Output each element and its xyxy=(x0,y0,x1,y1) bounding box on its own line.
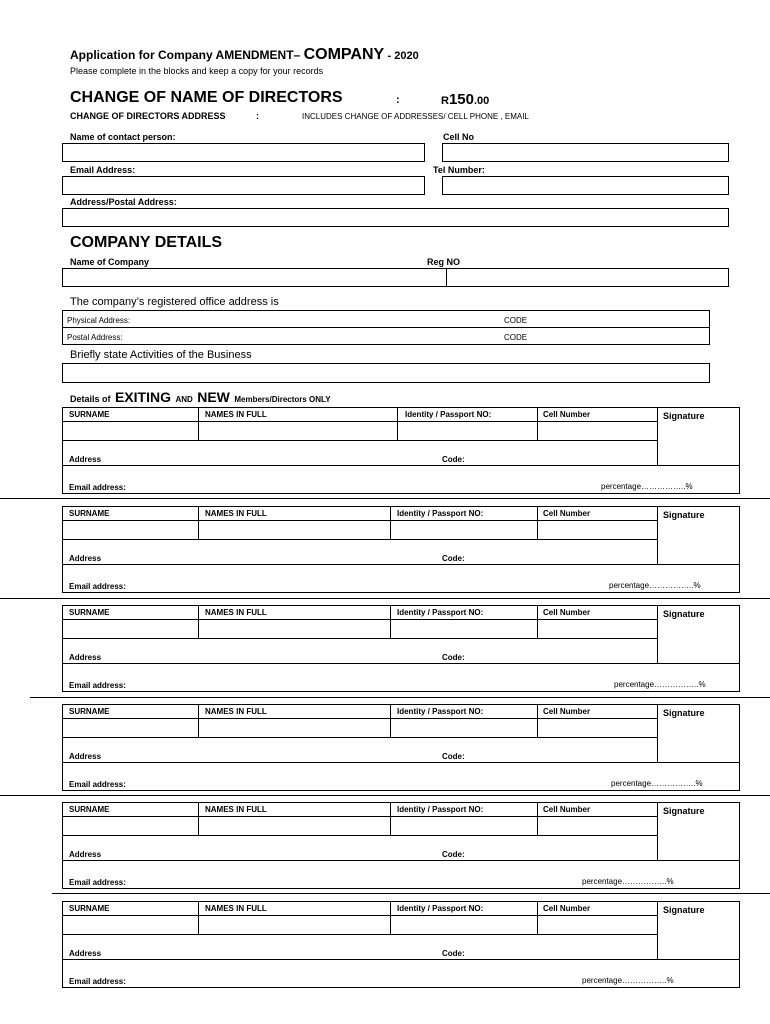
id-label: Identity / Passport NO: xyxy=(397,608,484,617)
member-block xyxy=(0,605,770,695)
members-heading-and: AND xyxy=(175,395,193,404)
email-label: Email Address: xyxy=(70,165,136,175)
company-name-field[interactable] xyxy=(62,268,447,287)
contact-name-label: Name of contact person: xyxy=(70,132,176,142)
reg-no-field[interactable] xyxy=(446,268,729,287)
percentage-label: percentage……………..% xyxy=(609,581,701,590)
address-label: Address xyxy=(69,850,102,859)
names-label: NAMES IN FULL xyxy=(205,410,267,419)
signature-label: Signature xyxy=(663,905,705,915)
address-label: Address xyxy=(69,752,102,761)
block-separator xyxy=(0,498,770,499)
members-heading-existing: EXITING xyxy=(114,389,171,405)
postal-address-label: Postal Address: xyxy=(67,333,123,342)
email-field[interactable] xyxy=(62,176,425,195)
code-label: Code: xyxy=(442,455,465,464)
physical-address-label: Physical Address: xyxy=(67,316,131,325)
code-label: Code: xyxy=(442,949,465,958)
members-heading-details: Details of xyxy=(70,394,111,404)
code-label: Code: xyxy=(442,752,465,761)
member-block xyxy=(0,506,770,596)
block-separator xyxy=(30,697,770,698)
title-company: COMPANY xyxy=(303,46,385,63)
address-label: Address xyxy=(69,554,102,563)
reg-no-label: Reg NO xyxy=(427,257,461,267)
id-label: Identity / Passport NO: xyxy=(405,410,492,419)
price-amount: 150 xyxy=(448,91,474,108)
member-block xyxy=(0,407,770,497)
office-address-text: The company’s registered office address is xyxy=(70,296,279,308)
names-label: NAMES IN FULL xyxy=(205,608,267,617)
percentage-label: percentage……………..% xyxy=(611,779,703,788)
code-label: Code: xyxy=(442,554,465,563)
names-label: NAMES IN FULL xyxy=(205,707,267,716)
signature-label: Signature xyxy=(663,510,705,520)
includes-note: INCLUDES CHANGE OF ADDRESSES/ CELL PHONE , EMAIL xyxy=(302,112,529,121)
physical-code-label: CODE xyxy=(504,316,528,325)
title-prefix: Application for Company AMENDMENT– xyxy=(70,48,301,62)
id-label: Identity / Passport NO: xyxy=(397,707,484,716)
signature-label: Signature xyxy=(663,806,705,816)
block-separator xyxy=(52,893,770,894)
activities-field[interactable] xyxy=(62,363,710,383)
cell-no-label: Cell No xyxy=(443,132,475,142)
address-postal-label: Address/Postal Address: xyxy=(70,197,177,207)
id-label: Identity / Passport NO: xyxy=(397,904,484,913)
surname-label: SURNAME xyxy=(69,608,110,617)
company-name-label: Name of Company xyxy=(70,257,150,267)
email-address-label: Email address: xyxy=(69,681,126,690)
id-label: Identity / Passport NO: xyxy=(397,509,484,518)
names-label: NAMES IN FULL xyxy=(205,509,267,518)
cell-number-label: Cell Number xyxy=(543,904,591,913)
change-address-label: CHANGE OF DIRECTORS ADDRESS xyxy=(70,111,226,121)
title-year: - 2020 xyxy=(387,50,419,62)
email-address-label: Email address: xyxy=(69,780,126,789)
change-address-colon: : xyxy=(256,111,259,121)
email-address-label: Email address: xyxy=(69,483,126,492)
signature-label: Signature xyxy=(663,609,705,619)
form-title xyxy=(70,46,419,64)
email-address-label: Email address: xyxy=(69,582,126,591)
address-label: Address xyxy=(69,949,102,958)
code-label: Code: xyxy=(442,653,465,662)
office-address-divider xyxy=(62,327,710,328)
surname-label: SURNAME xyxy=(69,805,110,814)
signature-label: Signature xyxy=(663,708,705,718)
code-label: Code: xyxy=(442,850,465,859)
activities-label: Briefly state Activities of the Business xyxy=(70,349,252,361)
price-currency: R xyxy=(441,95,449,107)
cell-number-label: Cell Number xyxy=(543,707,591,716)
cell-number-label: Cell Number xyxy=(543,509,591,518)
block-separator xyxy=(0,795,770,796)
price-cents: .00 xyxy=(473,95,490,107)
contact-name-field[interactable] xyxy=(62,143,425,162)
percentage-label: percentage……………..% xyxy=(614,680,706,689)
member-block xyxy=(0,901,770,991)
postal-code-label: CODE xyxy=(504,333,528,342)
cell-number-label: Cell Number xyxy=(543,410,591,419)
change-colon: : xyxy=(396,94,400,106)
tel-number-field[interactable] xyxy=(442,176,729,195)
company-details-title: COMPANY DETAILS xyxy=(70,234,223,251)
id-label: Identity / Passport NO: xyxy=(397,805,484,814)
members-heading xyxy=(70,389,331,407)
members-heading-new: NEW xyxy=(197,389,230,405)
cell-number-label: Cell Number xyxy=(543,805,591,814)
surname-label: SURNAME xyxy=(69,410,110,419)
member-block xyxy=(0,802,770,892)
names-label: NAMES IN FULL xyxy=(205,805,267,814)
surname-label: SURNAME xyxy=(69,509,110,518)
surname-label: SURNAME xyxy=(69,707,110,716)
change-title: CHANGE OF NAME OF DIRECTORS xyxy=(70,89,343,106)
price xyxy=(441,91,489,109)
block-separator xyxy=(0,598,770,599)
cell-number-label: Cell Number xyxy=(543,608,591,617)
email-address-label: Email address: xyxy=(69,977,126,986)
percentage-label: percentage……………..% xyxy=(582,877,674,886)
signature-label: Signature xyxy=(663,411,705,421)
member-block xyxy=(0,704,770,794)
address-label: Address xyxy=(69,653,102,662)
percentage-label: percentage……………..% xyxy=(582,976,674,985)
address-postal-field[interactable] xyxy=(62,208,729,227)
percentage-label: percentage……………..% xyxy=(601,482,693,491)
members-heading-rest: Members/Directors ONLY xyxy=(234,395,331,404)
form-subtitle: Please complete in the blocks and keep a copy for your records xyxy=(70,66,324,76)
names-label: NAMES IN FULL xyxy=(205,904,267,913)
address-label: Address xyxy=(69,455,102,464)
cell-no-field[interactable] xyxy=(442,143,729,162)
surname-label: SURNAME xyxy=(69,904,110,913)
email-address-label: Email address: xyxy=(69,878,126,887)
tel-number-label: Tel Number: xyxy=(433,165,485,175)
